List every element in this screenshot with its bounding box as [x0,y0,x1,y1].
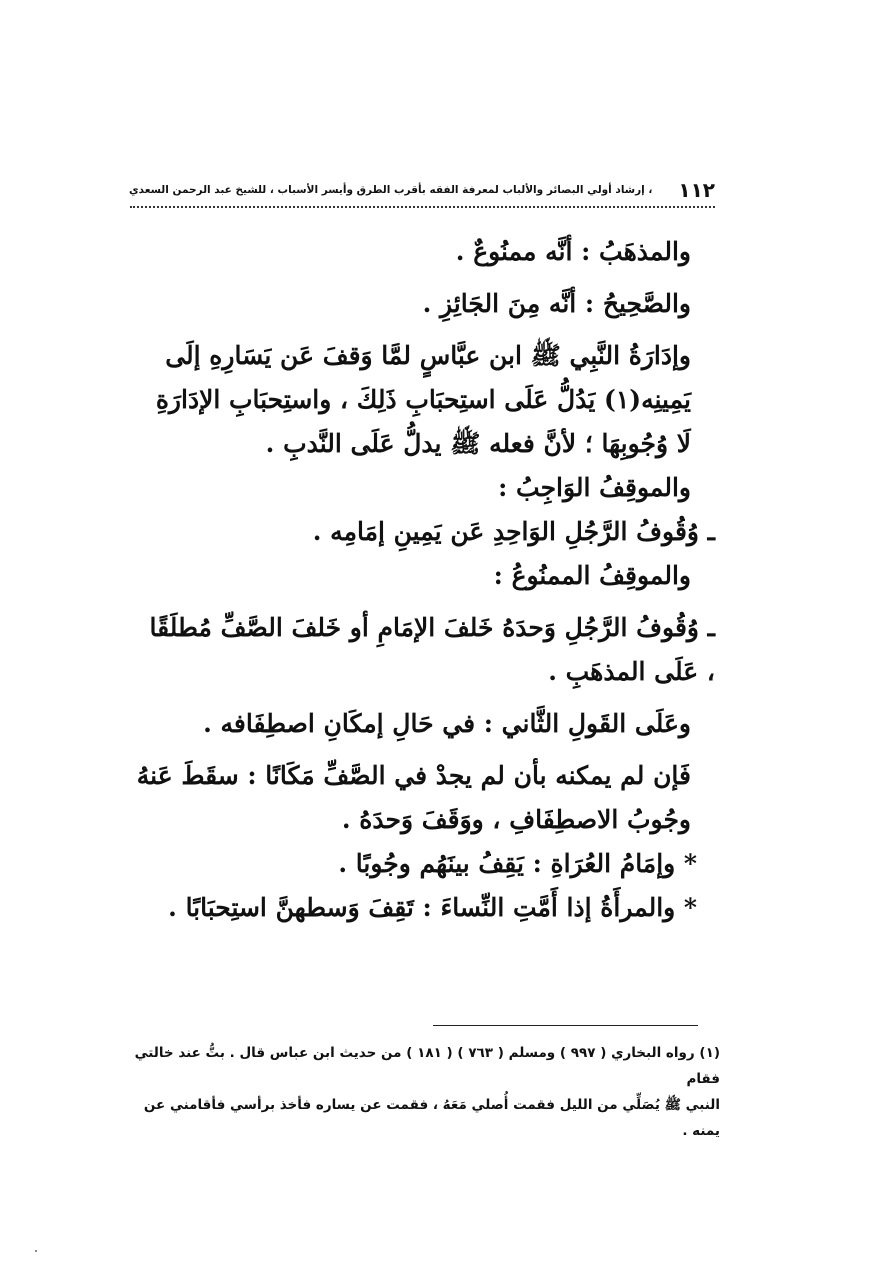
heading-mamnu: والموقِفُ الممنُوعُ : [493,561,691,590]
header-divider [130,206,715,208]
scan-speck [35,1250,37,1252]
paragraph-sahih: والصَّحِيحُ : أنَّه مِنَ الجَائِزِ . [422,289,691,318]
page-header [130,178,715,202]
list-item-wajib: ـ وُقُوفُ الرَّجُلِ الوَاحِدِ عَن يَمِينِ إمَامِه . [312,517,715,546]
footnote-line-2: النبي ﷺ يُصَلِّي من الليل فقمت أُصلي مَعَهُ ، فقمت عن يساره فأخذ برأسي فأقامني عن يمنه . [143,1097,720,1139]
footnotes [130,1040,720,1144]
running-title: ، إرشاد أولي البصائر والألباب لمعرفة الفقه بأقرب الطرق وأيسر الأسباب ، للشيخ عبد الرحمن السعدي [129,184,653,196]
footnote-divider [433,1025,698,1026]
paragraph-fa-in: فَإن لم يمكنه بأن لم يجدْ في الصَّفِّ مَكَانًا : سقَطَ عَنهُ وجُوبُ الاصطِفَافِ ، ووَقَفَ وَحدَهُ . [136,761,691,834]
main-text [135,230,715,930]
list-item-mamnu: ـ وُقُوفُ الرَّجُلِ وَحدَهُ خَلفَ الإمَامِ أو خَلفَ الصَّفِّ مُطلَقًا ، عَلَى المذهَبِ . [149,613,715,686]
footnote-line-1: (١) رواه البخاري ( ٩٩٧ ) ومسلم ( ٧٦٣ ) ( ١٨١ ) من حديث ابن عباس قال . بتُّ عند خالتي فقام [134,1045,720,1087]
paragraph-qawl-thani: وعَلَى القَولِ الثَّاني : في حَالِ إمكَانِ اصطِفَافه . [203,709,691,738]
bullet-marah: * والمرأَةُ إذا أَمَّتِ النِّساءَ : تَقِفَ وَسطهنَّ استِحبَابًا . [168,893,697,922]
paragraph-idarah: وإدَارَةُ النَّبِي ﷺ ابن عبَّاسٍ لمَّا وَقفَ عَن يَسَارِهِ إلَى يَمِينِه(١) يَدُلُّ عَلَى استِحبَابِ ذَلِكَ ، واستِحبَابِ الإدَارَةِ لَا وُجُوبِهَا ؛ لأنَّ فعله ﷺ يدلُّ عَلَى النَّدبِ . [155,341,691,458]
page-number: ١١٢ [678,178,715,202]
heading-wajib: والموقِفُ الوَاجِبُ : [498,473,691,502]
bullet-urat: * وإمَامُ العُرَاةِ : يَقِفُ بينَهُم وجُوبًا . [338,849,697,878]
paragraph-madhhab: والمذهَبُ : أنَّه ممنُوعٌ . [455,237,691,266]
